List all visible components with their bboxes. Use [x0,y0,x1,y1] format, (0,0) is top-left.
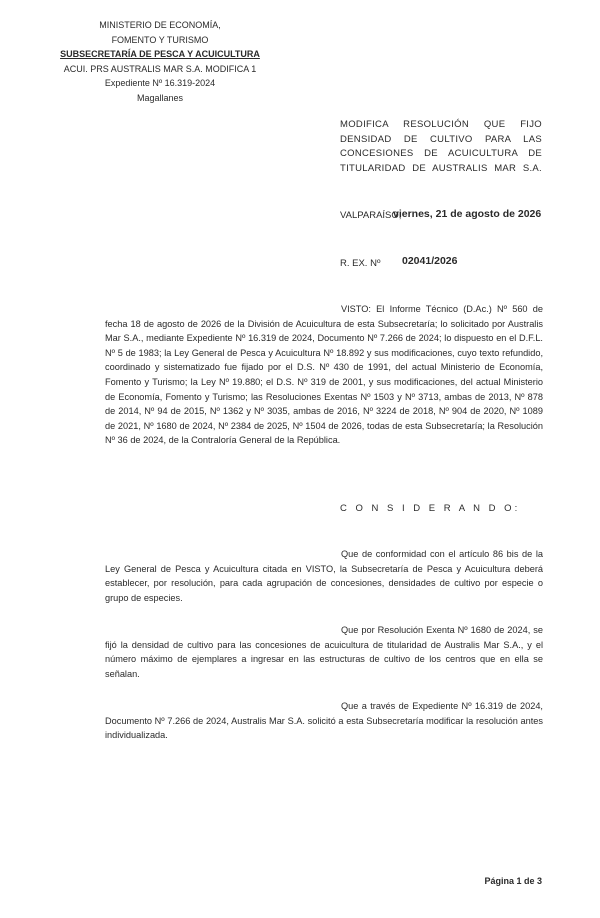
date-value: viernes, 21 de agosto de 2026 [393,208,542,220]
ministry-line: MINISTERIO DE ECONOMÍA, [99,20,221,30]
considerando-heading: C O N S I D E R A N D O: [340,503,521,514]
expediente-line: Expediente Nº 16.319-2024 [104,78,216,88]
visto-paragraph [105,302,543,448]
place-label: VALPARAÍSO, [340,210,402,221]
page-number: Página 1 de 3 [484,876,542,886]
considerando-paragraph-2 [105,623,543,681]
resolution-title: MODIFICA RESOLUCIÓN QUE FIJO DENSIDAD DE CULTIVO PARA LAS CONCESIONES DE ACUICULTURA DE TITULARIDAD DE AUSTRALIS MAR S.A. [340,119,542,174]
visto-text: VISTO: El Informe Técnico (D.Ac.) Nº 560 de fecha 18 de agosto de 2026 de la División de Acuicultura de esta Subsecretaría; lo solicitado por Australis Mar S.A., mediante Expediente Nº 16.319 de 2024, Documento Nº 7.266 de 2024; lo dispuesto en el D.F.L. Nº 5 de 1983; la Ley General de Pesca y Acuicultura Nº 18.892 y sus modificaciones, cuyo texto refundido, coordinado y sistematizado fue fijado por el D.S. Nº 430 de 1991, del actual Ministerio de Economía, Fomento y Turismo; la Ley Nº 19.880; el D.S. Nº 319 de 2001, y sus modificaciones, del actual Ministerio de Economía, Fomento y Turismo; las Resoluciones Exentas Nº 1503 y Nº 3713, ambas de 2013, Nº 878 de 2014, Nº 94 de 2015, Nº 1362 y Nº 3035, ambas de 2016, Nº 3224 de 2018, Nº 904 de 2020, Nº 1089 de 2021, Nº 1680 de 2024, Nº 2384 de 2025, Nº 1504 de 2026, todas de esta Subsecretaría; la Resolución Nº 36 de 2024, de la Contraloría General de la República. [105,304,543,446]
p2-text: Que por Resolución Exenta Nº 1680 de 2024, se fijó la densidad de cultivo para las concesiones de acuicultura de titularidad de Australis Mar S.A., y el número máximo de ejemplares a ingresar en las estructuras de cultivo de los centros que en ella se señalan. [105,625,543,679]
subsecretaria-line: SUBSECRETARÍA DE PESCA Y ACUICULTURA [60,49,260,59]
reference-line: ACUI. PRS AUSTRALIS MAR S.A. MODIFICA 1 [63,63,257,74]
p1-text: Que de conformidad con el artículo 86 bis de la Ley General de Pesca y Acuicultura citada en VISTO, la Subsecretaría de Pesca y Acuicultura deberá establecer, por resolución, para cada agrupación de concesiones, densidades de cultivo por especie o grupo de especies. [105,549,543,603]
region-line: Magallanes [136,92,184,103]
considerando-paragraph-3 [105,699,543,743]
rex-number: 02041/2026 [402,255,458,267]
rex-label: R. EX. Nº [340,258,381,269]
considerando-paragraph-1 [105,547,543,605]
ministry-line-2: FOMENTO Y TURISMO [111,34,209,45]
p3-text: Que a través de Expediente Nº 16.319 de 2024, Documento Nº 7.266 de 2024, Australis Mar S.A. solicitó a esta Subsecretaría modificar la resolución antes individualizada. [105,701,543,741]
issuer-header [60,18,260,105]
